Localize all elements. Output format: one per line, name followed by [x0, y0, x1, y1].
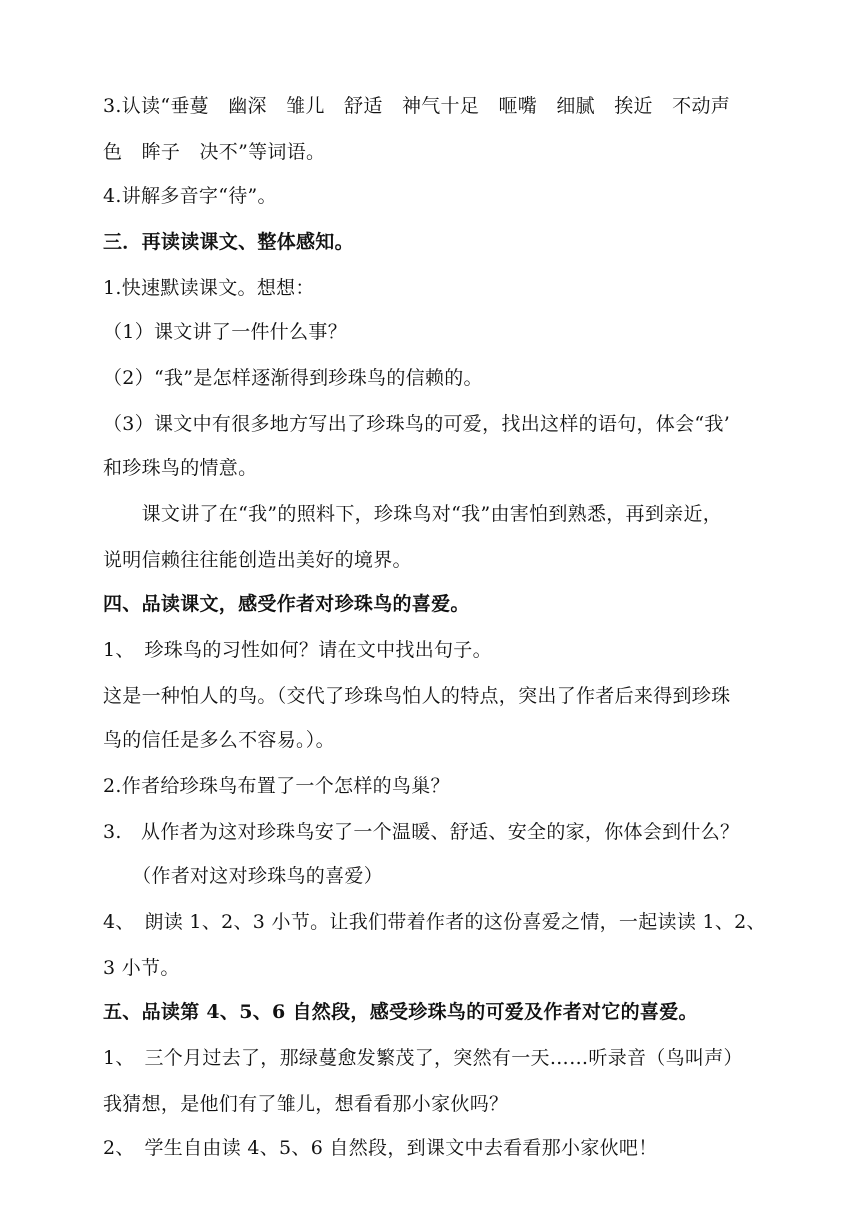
question-2: （2）“我”是怎样逐渐得到珍珠鸟的信赖的。 — [103, 367, 483, 389]
instruction-line: 1.快速默读课文。想想： — [103, 277, 315, 299]
item-1-answer-continued: 鸟的信任是多么不容易。）。 — [103, 729, 335, 751]
section-heading-4: 四、品读课文，感受作者对珍珠鸟的喜爱。 — [103, 593, 470, 615]
item-5-1: 1、 三个月过去了，那绿蔓愈发繁茂了，突然有一天……听录音（鸟叫声） — [103, 1047, 743, 1069]
item-3-answer: （作者对这对珍珠鸟的喜爱） — [103, 865, 384, 887]
item-2: 2.作者给珍珠鸟布置了一个怎样的鸟巢？ — [103, 775, 450, 797]
question-3: （3）课文中有很多地方写出了珍珠鸟的可爱，找出这样的语句，体会“我’ — [103, 413, 731, 435]
item-1: 1、 珍珠鸟的习性如何？请在文中找出句子。 — [103, 639, 492, 661]
question-1: （1）课文讲了一件什么事？ — [103, 321, 347, 343]
vocabulary-line-continued: 色 眸子 决不”等词语。 — [103, 141, 326, 163]
polyphone-line: 4.讲解多音字“待”。 — [103, 185, 277, 207]
item-4: 4、 朗读 1、2、3 小节。让我们带着作者的这份喜爱之情，一起读读 1、2、 — [103, 911, 766, 933]
item-1-answer: 这是一种怕人的鸟。（交代了珍珠鸟怕人的特点，突出了作者后来得到珍珠 — [103, 685, 731, 707]
question-3-continued: 和珍珠鸟的情意。 — [103, 457, 258, 479]
section-heading-3: 三．再读读课文、整体感知。 — [103, 231, 354, 253]
item-5-1-continued: 我猜想，是他们有了雏儿，想看看那小家伙吗？ — [103, 1093, 509, 1115]
section-heading-5: 五、品读第 4、5、6 自然段，感受珍珠鸟的可爱及作者对它的喜爱。 — [103, 1001, 698, 1023]
summary-paragraph: 课文讲了在“我”的照料下，珍珠鸟对“我”由害怕到熟悉，再到亲近， — [103, 503, 723, 525]
item-5-2: 2、 学生自由读 4、5、6 自然段，到课文中去看看那小家伙吧！ — [103, 1137, 658, 1159]
summary-paragraph-continued: 说明信赖往往能创造出美好的境界。 — [103, 549, 412, 571]
item-4-continued: 3 小节。 — [103, 957, 180, 979]
item-3: 3. 从作者为这对珍珠鸟安了一个温暖、舒适、安全的家，你体会到什么？ — [103, 821, 740, 843]
vocabulary-line: 3.认读“垂蔓 幽深 雏儿 舒适 神气十足 咂嘴 细腻 挨近 不动声 — [103, 95, 731, 117]
